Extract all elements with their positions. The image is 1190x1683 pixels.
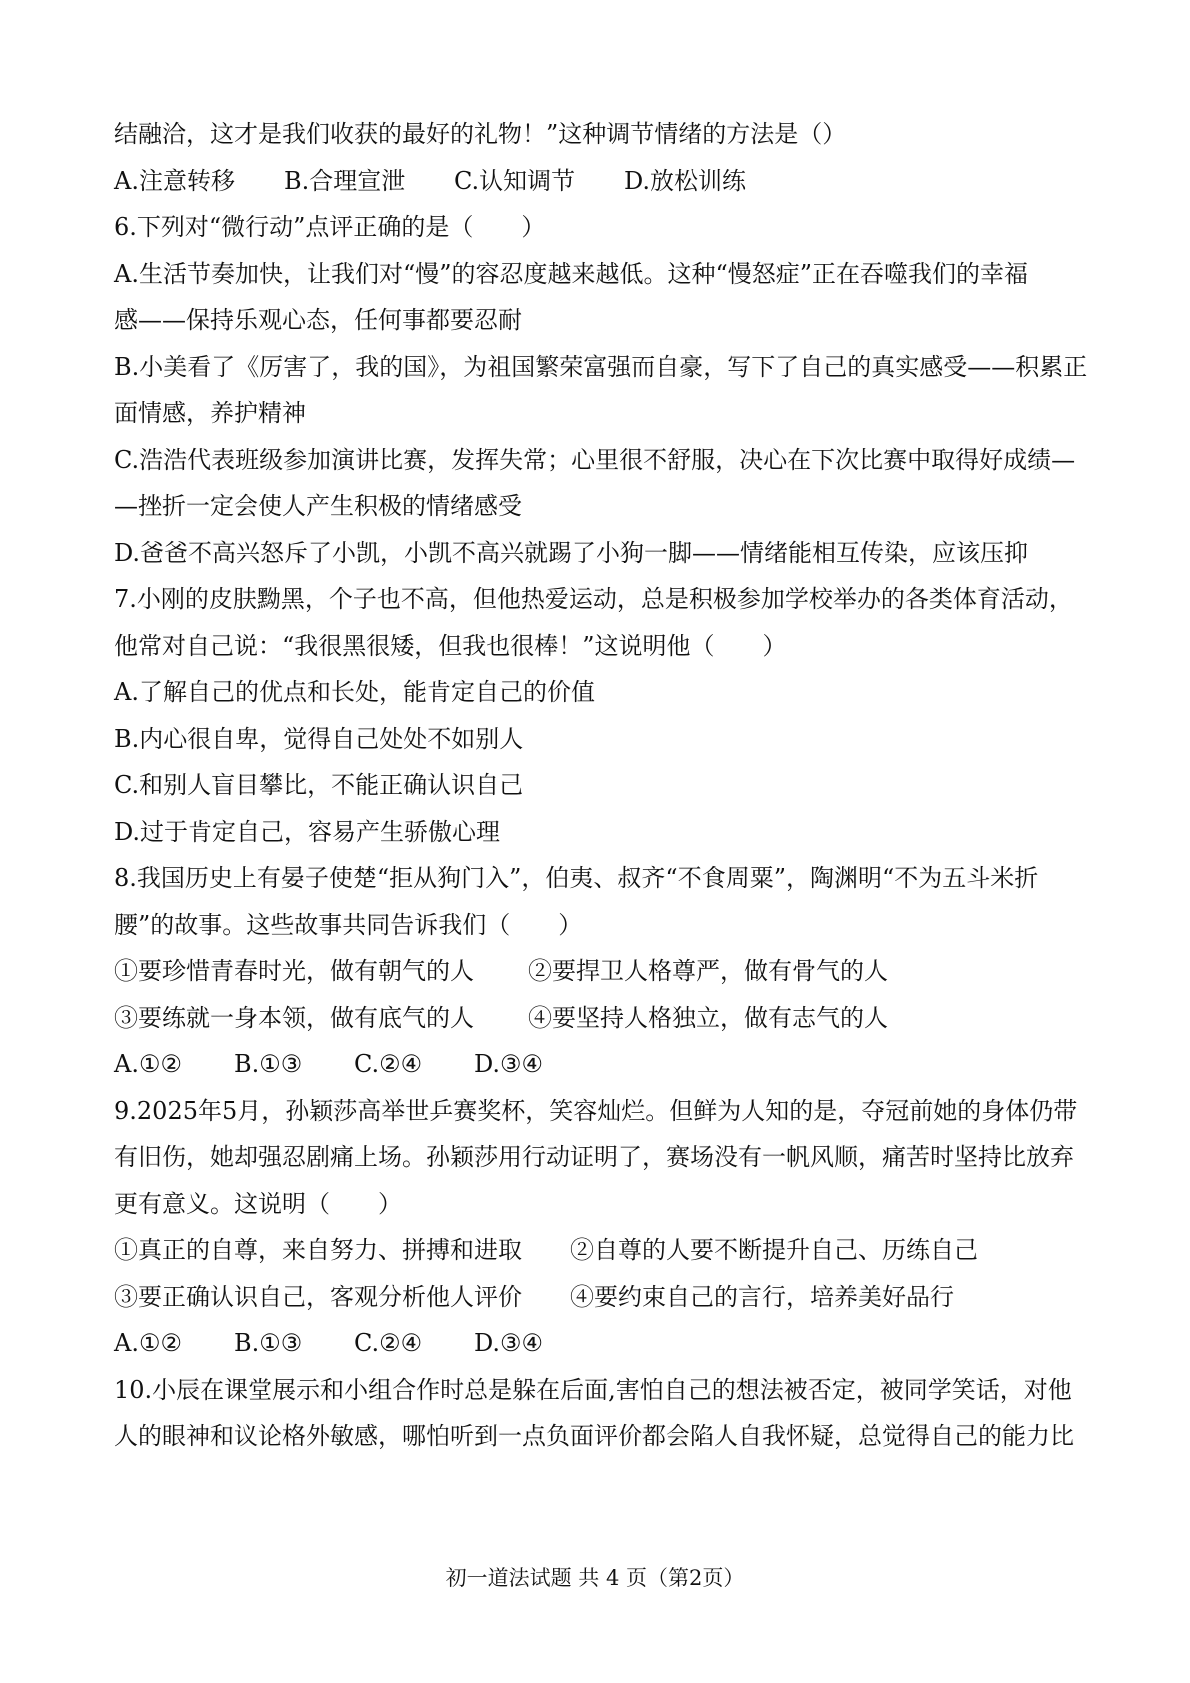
- q7-stem-line1: 7.小刚的皮肤黝黑，个子也不高，但他热爱运动，总是积极参加学校举办的各类体育活动，: [114, 585, 1073, 613]
- q8-statement-4: ④要坚持人格独立，做有志气的人: [528, 1003, 888, 1032]
- q9-stem-line3: 更有意义。这说明（ ）: [114, 1189, 402, 1218]
- q8-option-d: D.③④: [474, 1050, 544, 1078]
- q9-option-d: D.③④: [474, 1329, 544, 1357]
- q8-statement-2: ②要捍卫人格尊严，做有骨气的人: [528, 957, 888, 985]
- q6-option-b-line2: 面情感，养护精神: [114, 399, 306, 427]
- q9-statement-4: ④要约束自己的言行，培养美好品行: [570, 1282, 954, 1311]
- exam-page-body: [114, 111, 1088, 1460]
- q9-statements-row2: [114, 1274, 1084, 1321]
- q5-options: [114, 158, 1084, 205]
- q9-statement-1: ①真正的自尊，来自努力、拼搏和进取: [114, 1236, 522, 1264]
- q8-option-a: A.①②: [114, 1050, 182, 1078]
- q10-stem-line2: 人的眼神和议论格外敏感，哪怕听到一点负面评价都会陷人自我怀疑，总觉得自己的能力比: [114, 1422, 1074, 1450]
- q6-option-a-line1: A.生活节奏加快，让我们对“慢”的容忍度越来越低。这种“慢怒症”正在吞噬我们的幸福: [114, 259, 1029, 288]
- q9-option-a: A.①②: [114, 1329, 182, 1357]
- q8-option-b: B.①③: [234, 1050, 303, 1078]
- q9-options: [114, 1320, 1084, 1367]
- q8-stem-line2: 腰”的故事。这些故事共同告诉我们（ ）: [114, 910, 583, 939]
- q8-statement-3: ③要练就一身本领，做有底气的人: [114, 1003, 474, 1032]
- q8-stem-line1: 8.我国历史上有晏子使楚“拒从狗门入”，伯夷、叔齐“不食周粟”，陶渊明“不为五斗米折: [114, 864, 1039, 892]
- q5-stem-tail: 结融洽，这才是我们收获的最好的礼物！”这种调节情绪的方法是（）: [114, 120, 847, 148]
- q9-statements-row1: [114, 1227, 1084, 1274]
- q8-options: [114, 1041, 1084, 1088]
- q8-statements-row1: [114, 948, 1084, 995]
- q10-stem-line1: 10.小辰在课堂展示和小组合作时总是躲在后面,害怕自己的想法被否定，被同学笑话，对他: [114, 1375, 1072, 1404]
- q9-option-b: B.①③: [234, 1329, 303, 1357]
- q7-option-c: C.和别人盲目攀比，不能正确认识自己: [114, 771, 524, 799]
- q5-option-d: D.放松训练: [624, 166, 747, 195]
- q9-stem-line2: 有旧伤，她却强忍剧痛上场。孙颖莎用行动证明了，赛场没有一帆风顺，痛苦时坚持比放弃: [114, 1143, 1074, 1171]
- q8-statements-row2: [114, 995, 1084, 1042]
- q5-option-b: B.合理宣泄: [284, 166, 406, 195]
- q5-option-a: A.注意转移: [114, 166, 235, 195]
- q7-option-a: A.了解自己的优点和长处，能肯定自己的价值: [114, 678, 595, 706]
- q5-option-c: C.认知调节: [454, 166, 576, 195]
- q7-stem-line2: 他常对自己说：“我很黑很矮，但我也很棒！”这说明他（ ）: [114, 631, 787, 660]
- q6-option-a-line2: 感——保持乐观心态，任何事都要忍耐: [114, 306, 522, 334]
- q6-stem: 6.下列对“微行动”点评正确的是（ ）: [114, 213, 546, 241]
- page-footer: 初一道法试题 共 4 页（第2页）: [445, 1566, 745, 1590]
- q9-option-c: C.②④: [354, 1329, 423, 1357]
- q9-stem-line1: 9.2025年5月，孙颖莎高举世乒赛奖杯，笑容灿烂。但鲜为人知的是，夺冠前她的身体仍带: [114, 1096, 1078, 1125]
- q8-statement-1: ①要珍惜青春时光，做有朝气的人: [114, 957, 474, 985]
- q8-option-c: C.②④: [354, 1050, 423, 1078]
- q9-statement-2: ②自尊的人要不断提升自己、历练自己: [570, 1236, 978, 1264]
- q6-option-b-line1: B.小美看了《厉害了，我的国》，为祖国繁荣富强而自豪，写下了自己的真实感受——积累正: [114, 352, 1088, 381]
- q7-option-d: D.过于肯定自己，容易产生骄傲心理: [114, 817, 501, 846]
- q7-option-b: B.内心很自卑，觉得自己处处不如别人: [114, 724, 524, 753]
- q6-option-c-line1: C.浩浩代表班级参加演讲比赛，发挥失常；心里很不舒服，决心在下次比赛中取得好成绩—: [114, 445, 1076, 474]
- q6-option-d: D.爸爸不高兴怒斥了小凯，小凯不高兴就踢了小狗一脚——情绪能相互传染，应该压抑: [114, 538, 1029, 567]
- q6-option-c-line2: —挫折一定会使人产生积极的情绪感受: [114, 492, 522, 520]
- q9-statement-3: ③要正确认识自己，客观分析他人评价: [114, 1282, 522, 1311]
